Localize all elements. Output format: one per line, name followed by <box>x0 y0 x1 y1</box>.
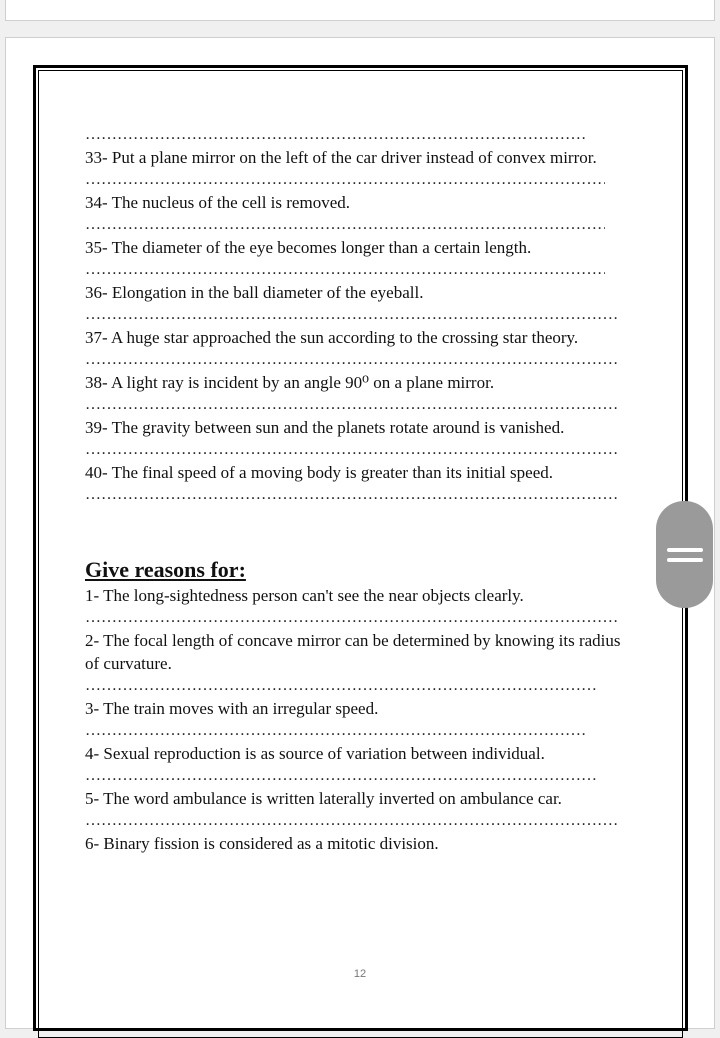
reason-item: 6- Binary fission is considered as a mitotic division. <box>85 834 439 853</box>
answer-line <box>85 349 618 371</box>
handle-bar <box>667 558 703 562</box>
section-heading: Give reasons for: <box>85 557 246 582</box>
answer-line <box>85 124 587 146</box>
reason-item: 1- The long-sightedness person can't see the near objects clearly. <box>85 586 524 605</box>
answer-line <box>85 259 605 281</box>
worksheet-content <box>85 124 630 855</box>
page-number: 12 <box>353 968 367 980</box>
answer-line <box>85 675 597 697</box>
drag-handle-icon[interactable] <box>656 501 713 608</box>
answer-line <box>85 394 618 416</box>
answer-line <box>85 607 618 629</box>
handle-bar <box>667 548 703 552</box>
answer-line <box>85 304 618 326</box>
reason-item: 2- The focal length of concave mirror can be determined by knowing its radius of curvature. <box>85 631 621 673</box>
answer-line <box>85 720 587 742</box>
question-item: 37- A huge star approached the sun according to the crossing star theory. <box>85 328 579 347</box>
question-item: 39- The gravity between sun and the planets rotate around is vanished. <box>85 418 565 437</box>
question-item: 33- Put a plane mirror on the left of the car driver instead of convex mirror. <box>85 148 597 167</box>
answer-line <box>85 169 605 191</box>
answer-line <box>85 765 597 787</box>
question-item: 36- Elongation in the ball diameter of the eyeball. <box>85 283 424 302</box>
question-item: 38- A light ray is incident by an angle 90⁰ on a plane mirror. <box>85 373 495 392</box>
reason-item: 4- Sexual reproduction is as source of variation between individual. <box>85 744 545 763</box>
answer-line <box>85 484 618 506</box>
answer-line <box>85 810 618 832</box>
section-gap <box>85 506 630 556</box>
answer-line <box>85 439 618 461</box>
previous-page-edge <box>5 0 715 21</box>
question-item: 34- The nucleus of the cell is removed. <box>85 193 350 212</box>
question-item: 35- The diameter of the eye becomes longer than a certain length. <box>85 238 532 257</box>
reason-item: 3- The train moves with an irregular speed. <box>85 699 379 718</box>
reason-item: 5- The word ambulance is written laterally inverted on ambulance car. <box>85 789 562 808</box>
question-item: 40- The final speed of a moving body is greater than its initial speed. <box>85 463 554 482</box>
answer-line <box>85 214 605 236</box>
